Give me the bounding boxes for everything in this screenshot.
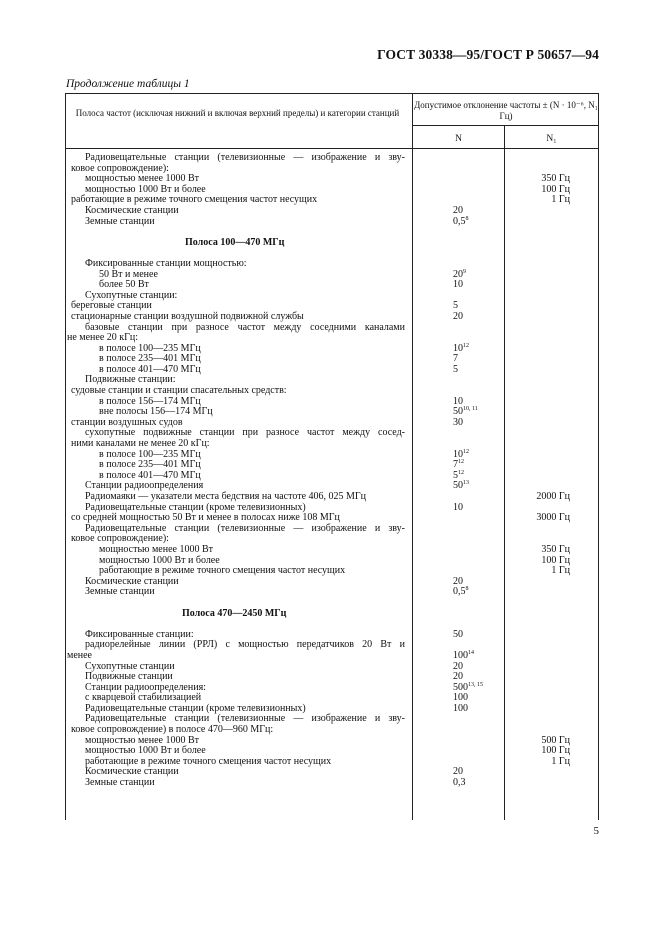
document-title: ГОСТ 30338—95/ГОСТ Р 50657—94	[377, 47, 599, 62]
station-category: в полосе 401—470 МГц	[99, 363, 201, 375]
station-category: Космические станции	[85, 204, 179, 216]
station-category: стационарные станции воздушной подвижной службы	[71, 310, 304, 322]
table-row	[67, 323, 597, 334]
tolerance-n1: 2000 Гц	[536, 491, 570, 502]
station-category: Космические станции	[85, 766, 179, 778]
station-category: мощностью менее 1000 Вт	[85, 734, 200, 746]
station-category: Земные станции	[85, 215, 155, 227]
section-heading-row	[67, 238, 597, 249]
tolerance-n1: 100 Гц	[541, 554, 570, 566]
tolerance-n: 20	[453, 204, 463, 216]
subheader-rule	[413, 125, 599, 126]
footnote-ref: 12	[463, 448, 469, 455]
tolerance-n: $5^{12}$	[453, 469, 464, 481]
station-category: ковое сопровождение):	[71, 162, 169, 174]
station-category: мощностью 1000 Вт и более	[85, 745, 206, 757]
table-row	[67, 587, 597, 598]
table-row	[67, 217, 597, 228]
tolerance-n: 100	[453, 692, 468, 704]
footnote-ref: 14	[468, 649, 474, 656]
tolerance-n: $10^{12}$	[453, 448, 469, 460]
tolerance-n: 50$^{10, 11}$	[453, 406, 478, 418]
station-category: не менее 20 кГц:	[67, 332, 139, 344]
station-category: 50 Вт и менее	[99, 268, 158, 280]
station-category: Радиовещательные станции (кроме телевизионных)	[85, 702, 306, 714]
station-category: Подвижные станции	[85, 671, 173, 683]
tolerance-n: 5	[453, 300, 458, 312]
station-category: вне полосы 156—174 МГц	[99, 406, 213, 418]
station-category: мощностью менее 1000 Вт	[85, 173, 200, 185]
station-category: станции воздушных судов	[71, 416, 183, 428]
station-category: Радиомаяки — указатели места бедствия на частоте 406, 025 МГц	[85, 491, 367, 502]
tolerance-n: $7^{12}$	[453, 459, 464, 471]
table-row	[67, 492, 597, 503]
tolerance-n: 10	[453, 501, 463, 513]
table-row	[67, 259, 597, 270]
tolerance-n1: 350 Гц	[541, 173, 570, 185]
tolerance-n1: 350 Гц	[541, 543, 570, 555]
tolerance-n: 20	[453, 310, 463, 322]
footnote-ref: 12	[458, 469, 464, 476]
station-category: Сухопутные станции:	[85, 289, 178, 301]
station-category: работающие в режиме точного смещения частот несущих	[85, 755, 332, 767]
tolerance-n: 10	[453, 395, 463, 407]
section-heading-row	[67, 609, 597, 620]
station-category: в полосе 100—235 МГц	[99, 448, 201, 460]
right-border	[598, 93, 599, 820]
header-frequency-tolerance: Допустимое отклонение частоты ± (N · 10⁻⁶, N₁ Гц)	[414, 100, 598, 121]
station-category: Радиовещательные станции (телевизионные — изображение и зву-	[85, 713, 405, 725]
table-row	[67, 312, 597, 323]
tolerance-n: $0,5^8$	[453, 586, 469, 598]
tolerance-n1: 500 Гц	[541, 734, 570, 746]
station-category: работающие в режиме точного смещения частот несущих	[99, 565, 346, 577]
table-row	[67, 640, 597, 651]
footnote-ref: 12	[463, 342, 469, 349]
station-category: Радиовещательные станции (телевизионные — изображение и зву-	[85, 522, 405, 534]
tolerance-n1: 1 Гц	[551, 565, 570, 577]
station-category: в полосе 401—470 МГц	[99, 469, 201, 481]
table-row	[67, 227, 597, 238]
station-category: сухопутные подвижные станции при разносе частот между сосед-	[85, 427, 405, 439]
table-top-rule	[65, 93, 599, 94]
footnote-ref: 8	[465, 215, 469, 222]
station-category: Космические станции	[85, 575, 179, 587]
left-border	[65, 93, 66, 820]
station-category: в полосе 235—401 МГц	[99, 353, 201, 365]
tolerance-n1: 1 Гц	[551, 194, 570, 206]
tolerance-n: 500$^{13, 15}$	[453, 681, 483, 693]
station-category: судовые станции и станции спасательных средств:	[71, 385, 287, 397]
tolerance-n1: 100 Гц	[541, 183, 570, 195]
section-heading: Полоса 100—470 МГц	[185, 236, 285, 248]
station-category: мощностью 1000 Вт и более	[99, 554, 220, 566]
station-category: менее	[67, 649, 92, 661]
table-row	[67, 778, 597, 789]
station-category: Станции радиоопределения	[85, 480, 204, 492]
table-body	[67, 153, 597, 789]
footnote-ref: 12	[458, 459, 464, 466]
station-category: Фиксированные станции:	[85, 628, 194, 640]
station-category: в полосе 156—174 МГц	[99, 395, 201, 407]
station-category: Земные станции	[85, 777, 155, 789]
tolerance-n1: 1 Гц	[551, 755, 570, 767]
station-category: со средней мощностью 50 Вт и менее в полосах ниже 108 МГц	[71, 512, 340, 524]
tolerance-n: 5	[453, 363, 458, 375]
station-category: мощностью 1000 Вт и более	[85, 183, 206, 195]
footnote-ref: 9	[463, 268, 466, 275]
tolerance-n: 30	[453, 416, 463, 428]
station-category: в полосе 100—235 МГц	[99, 342, 201, 354]
tolerance-n: 50	[453, 628, 463, 640]
tolerance-n: 20	[453, 660, 463, 672]
station-category: ковое сопровождение) в полосе 470—960 МГц:	[71, 724, 274, 736]
page-number: 5	[593, 825, 599, 837]
tolerance-n: $50^{13}$	[453, 480, 469, 492]
header-frequency-band: Полоса частот (исключая нижний и включая верхний пределы) и категории станций	[75, 108, 400, 118]
station-category: работающие в режиме точного смещения частот несущих	[71, 194, 318, 206]
station-category: более 50 Вт	[99, 279, 149, 291]
station-category: Сухопутные станции	[85, 660, 175, 672]
header-bottom-rule	[65, 148, 599, 149]
tolerance-n: 100	[453, 702, 468, 714]
footnote-ref: 13	[463, 480, 469, 487]
table-continuation-caption: Продолжение таблицы 1	[66, 78, 190, 90]
tolerance-n: $20^9$	[453, 268, 466, 280]
header-n1: N₁	[546, 134, 557, 144]
station-category: Радиовещательные станции (кроме телевизионных)	[85, 501, 306, 513]
tolerance-n: 20	[453, 766, 463, 778]
header-n: N	[455, 134, 462, 144]
tolerance-n: 20	[453, 575, 463, 587]
station-category: базовые станции при разносе частот между соседними каналами	[85, 321, 405, 333]
station-category: в полосе 235—401 МГц	[99, 459, 201, 471]
tolerance-n1: 100 Гц	[541, 745, 570, 757]
table-row	[67, 598, 597, 609]
station-category: радиорелейные линии (РРЛ) с мощностью передатчиков 20 Вт и	[85, 639, 405, 651]
station-category: Земные станции	[85, 586, 155, 598]
table-row	[67, 153, 597, 164]
tolerance-n: 0,3	[453, 777, 466, 789]
section-heading: Полоса 470—2450 МГц	[182, 607, 287, 619]
tolerance-n: $100^{14}$	[453, 649, 474, 661]
station-category: береговые станции	[71, 300, 152, 312]
tolerance-n1: 3000 Гц	[536, 512, 570, 524]
station-category: Фиксированные станции мощностью:	[85, 257, 247, 269]
footnote-ref: 8	[465, 586, 469, 593]
tolerance-n: 20	[453, 671, 463, 683]
tolerance-n: 10	[453, 279, 463, 291]
station-category: Подвижные станции:	[85, 374, 176, 386]
station-category: мощностью менее 1000 Вт	[99, 543, 214, 555]
footnote-ref: 10, 11	[463, 406, 478, 413]
tolerance-n: $10^{12}$	[453, 342, 469, 354]
station-category: Станции радиоопределения:	[85, 681, 206, 693]
tolerance-n: 7	[453, 353, 458, 365]
table-row	[67, 651, 597, 662]
station-category: ковое сопровождение):	[71, 533, 169, 545]
station-category: ними каналами не менее 20 кГц:	[71, 438, 210, 450]
tolerance-n: $0,5^8$	[453, 215, 469, 227]
table-row	[67, 545, 597, 556]
footnote-ref: 13, 15	[468, 681, 483, 688]
station-category: Радиовещательные станции (телевизионные — изображение и зву-	[85, 152, 405, 163]
station-category: с кварцевой стабилизацией	[85, 692, 202, 704]
table-row	[67, 206, 597, 217]
